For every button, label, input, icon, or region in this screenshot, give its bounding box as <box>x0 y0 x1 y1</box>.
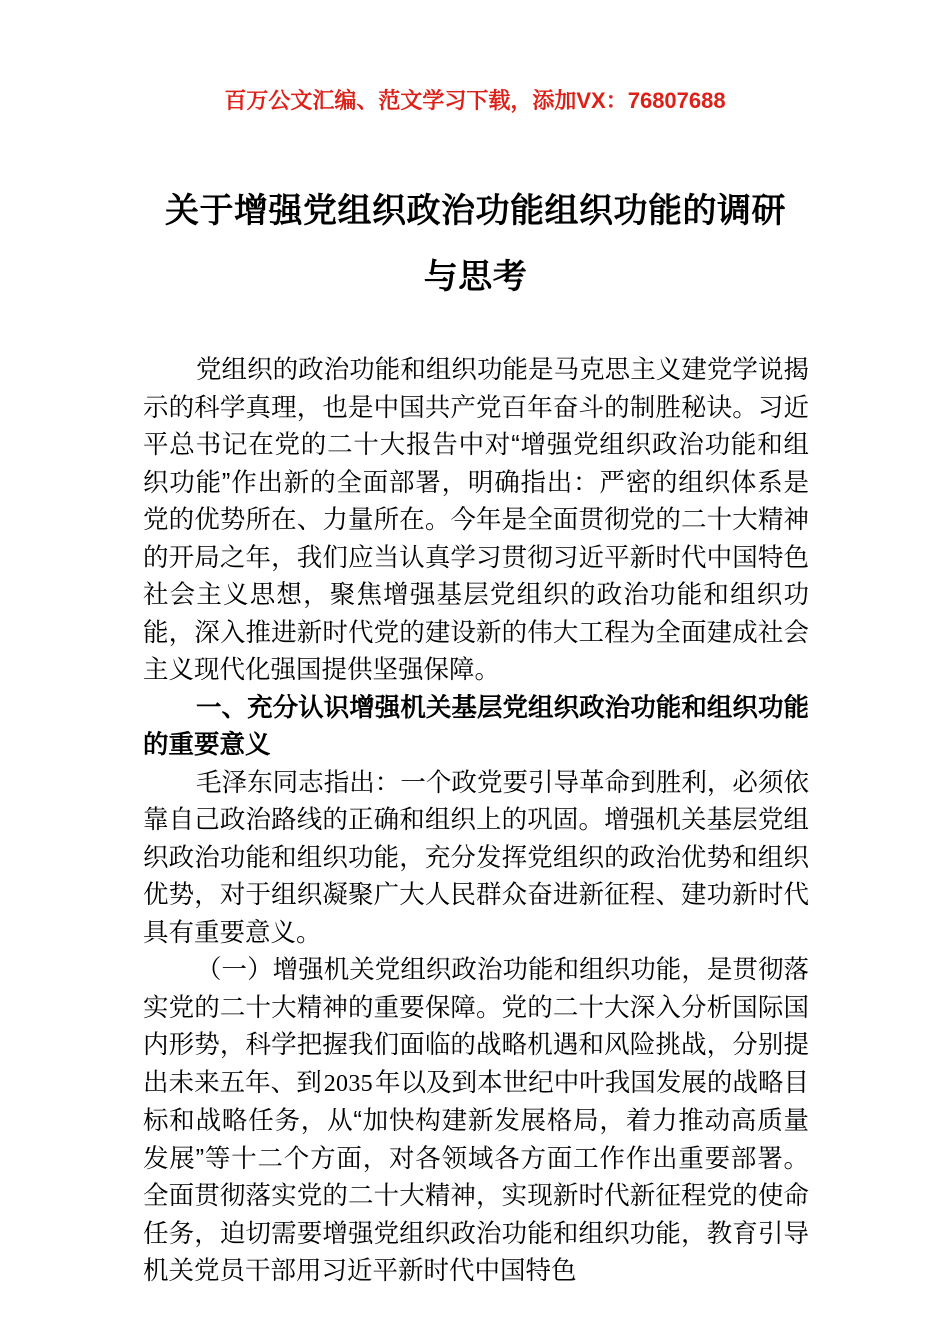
page-title-line-2: 与思考 <box>423 258 528 296</box>
body-paragraph-3: （一）增强机关党组织政治功能和组织功能，是贯彻落实党的二十大精神的重要保障。党的二十大深入分析国际国内形势，科学把握我们面临的战略机遇和风险挑战，分别提出未来五年、到2035年以及到本世纪中叶我国发展的战略目标和战略任务，从“加快构建新发展格局，着力推动高质量发展”等十二个方面，对各领域各方面工作作出重要部署。全面贯彻落实党的二十大精神，实现新时代新征程党的使命任务，迫切需要增强党组织政治功能和组织功能，教育引导机关党员干部用习近平新时代中国特色 <box>143 956 809 1285</box>
inline-year-number: 2035 <box>323 1070 373 1097</box>
document-body <box>143 352 809 1291</box>
page-title-line-1: 关于增强党组织政治功能组织功能的调研 <box>165 192 786 230</box>
body-paragraph-1: 党组织的政治功能和组织功能是马克思主义建党学说揭示的科学真理，也是中国共产党百年奋斗的制胜秘诀。习近平总书记在党的二十大报告中对“增强党组织政治功能和组织功能”作出新的全面部署，明确指出：严密的组织体系是党的优势所在、力量所在。今年是全面贯彻党的二十大精神的开局之年，我们应当认真学习贯彻习近平新时代中国特色社会主义思想，聚焦增强基层党组织的政治功能和组织功能，深入推进新时代党的建设新的伟大工程为全面建成社会主义现代化强国提供坚强保障。 <box>143 356 809 684</box>
promo-watermark-header: 百万公文汇编、范文学习下载，添加VX：76807688 <box>224 88 726 113</box>
page-title <box>143 178 808 310</box>
section-heading-1: 一、充分认识增强机关基层党组织政治功能和组织功能的重要意义 <box>143 693 809 759</box>
body-paragraph-2: 毛泽东同志指出：一个政党要引导革命到胜利，必须依靠自己政治路线的正确和组织上的巩固。增强机关基层党组织政治功能和组织功能，充分发挥党组织的政治优势和组织优势，对于组织凝聚广大人民群众奋进新征程、建功新时代具有重要意义。 <box>143 768 809 947</box>
